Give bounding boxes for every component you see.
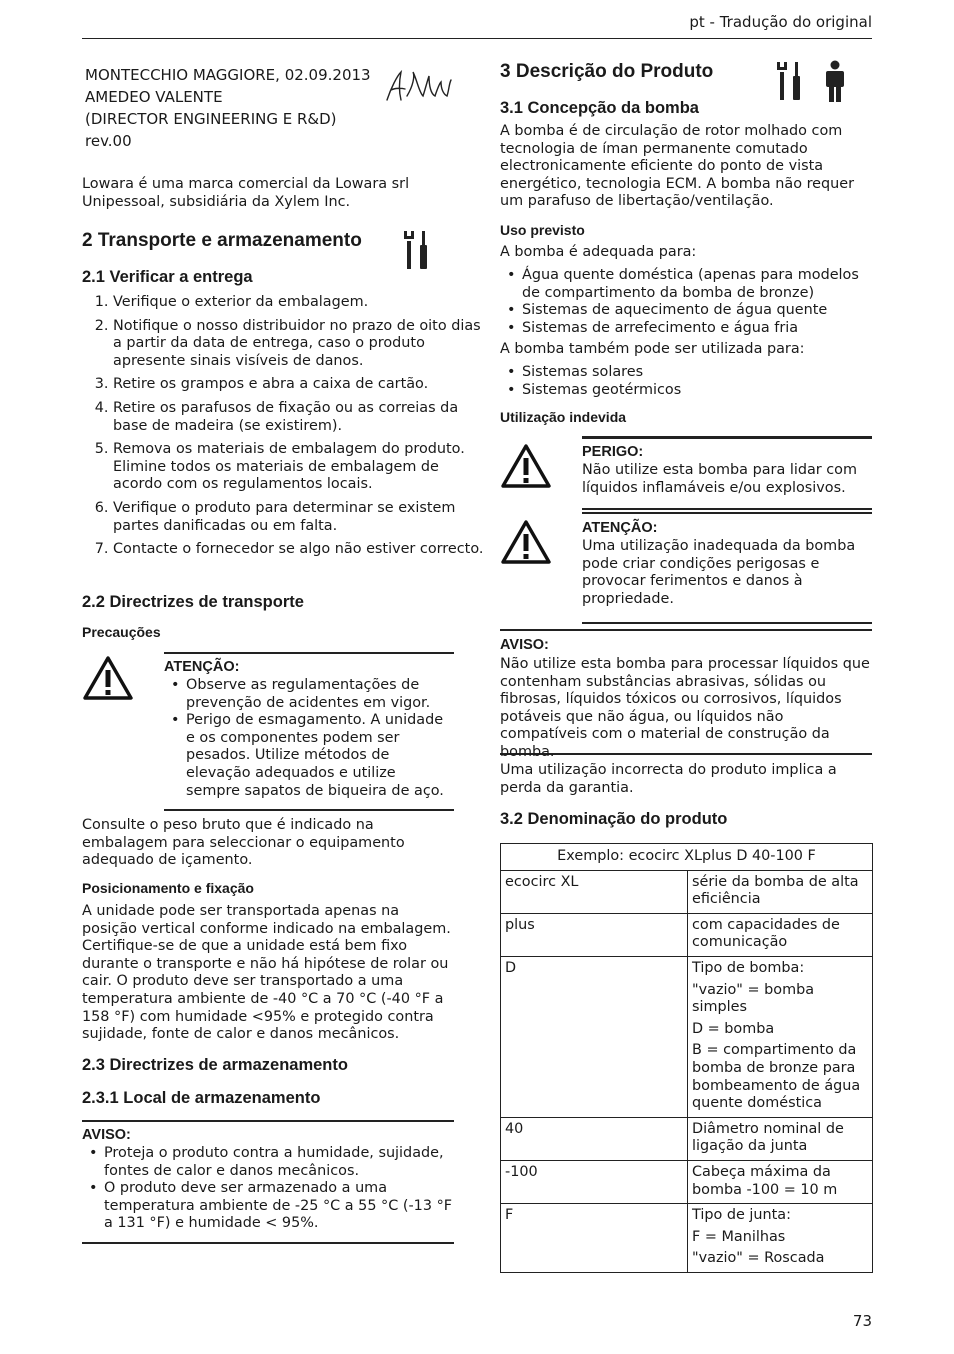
description-line: B = compartimento da bomba de bronze para bombeamento de água quente doméstica [692, 1042, 861, 1112]
code-cell: plus [501, 913, 688, 956]
section-3-1-title: 3.1 Concepção da bomba [500, 99, 699, 117]
precautions-heading: Precauções [82, 624, 161, 640]
transport-warning-box [164, 652, 454, 811]
list-item: • Perigo de esmagamento. A unidade e os componentes podem ser pesados. Utilize métodos de elevação adequados e utilize sempre sapatos de biqueira de aço. [186, 712, 454, 800]
list-item: 2. Notifique o nosso distribuidor no prazo de oito dias a partir da data de entrega, caso o produto apresente sinais visíveis de danos. [113, 318, 485, 371]
page-number: 73 [852, 1312, 872, 1330]
table-row [501, 870, 873, 913]
storage-notice-box [82, 1120, 454, 1244]
description-line: série da bomba de alta eficiência [692, 873, 859, 908]
section-2-2-title: 2.2 Directrizes de transporte [82, 593, 304, 611]
list-item: • Proteja o produto contra a humidade, sujidade, fontes de calor e danos mecânicos. [104, 1145, 454, 1180]
list-item: • Sistemas de aquecimento de água quente [522, 302, 872, 320]
list-item: 1. Verifique o exterior da embalagem. [113, 294, 485, 312]
code-cell: 40 [501, 1117, 688, 1160]
pump-design-text: A bomba é de circulação de rotor molhado com tecnologia de íman permanente comutado electronicamente eficiente do ponto de vista energético, tecnologia ECM. A bomba não requer um parafuso de libertação/ventilação. [500, 123, 855, 210]
intended-use-list [500, 267, 872, 337]
section-2-3-1-title: 2.3.1 Local de armazenamento [82, 1089, 321, 1107]
declaration-line: (DIRECTOR ENGINEERING E R&D) [85, 110, 337, 128]
list-item: • Água quente doméstica (apenas para modelos de compartimento da bomba de bronze) [522, 267, 872, 302]
description-line: Cabeça máxima da bomba -100 = 10 m [692, 1163, 838, 1198]
declaration-line: AMEDEO VALENTE [85, 88, 223, 106]
list-item: 4. Retire os parafusos de fixação ou as correias da base de madeira (se existirem). [113, 400, 485, 435]
list-item: • Sistemas de arrefecimento e água fria [522, 320, 872, 338]
table-row [501, 844, 873, 871]
danger-text: Não utilize esta bomba para lidar com líquidos inflamáveis e/ou explosivos. [582, 462, 858, 496]
code-cell: D [501, 956, 688, 1117]
list-item: 6. Verifique o produto para determinar se existem partes danificadas ou em falta. [113, 500, 485, 535]
misuse-notice-box [500, 629, 872, 760]
page-header [82, 12, 872, 39]
warning-triangle-icon [500, 519, 552, 565]
description-line: D = bomba [692, 1020, 775, 1037]
code-cell: F [501, 1204, 688, 1273]
description-cell [688, 913, 873, 956]
table-row [501, 1204, 873, 1273]
table-row [501, 956, 873, 1117]
tools-icon [402, 229, 432, 271]
code-cell: -100 [501, 1160, 688, 1203]
storage-notice-list [82, 1145, 454, 1233]
caution-label: ATENÇÃO: [582, 520, 658, 536]
warning-triangle-icon [500, 443, 552, 489]
list-item: 7. Contacte o fornecedor se algo não estiver correcto. [113, 541, 485, 559]
description-cell [688, 1117, 873, 1160]
delivery-steps-list [82, 294, 485, 565]
description-cell [688, 870, 873, 913]
danger-label: PERIGO: [582, 444, 644, 460]
header-title: pt - Tradução do original [689, 13, 872, 31]
declaration-line: rev.00 [85, 132, 132, 150]
declaration-block [85, 64, 385, 152]
section-2-title: 2 Transporte e armazenamento [82, 230, 362, 251]
warning-list [164, 677, 454, 800]
description-line: "vazio" = bomba simples [692, 981, 815, 1016]
trademark-note: Lowara é uma marca comercial da Lowara srl Unipessoal, subsidiária da Xylem Inc. [82, 176, 410, 210]
warning-label: ATENÇÃO: [164, 659, 240, 675]
positioning-heading: Posicionamento e fixação [82, 880, 254, 896]
section-2-1-title: 2.1 Verificar a entrega [82, 268, 253, 286]
product-designation-table [500, 843, 873, 1273]
notice-label: AVISO: [500, 637, 549, 653]
also-use-intro: A bomba também pode ser utilizada para: [500, 341, 805, 357]
signature-image [383, 66, 455, 106]
caution-box [582, 512, 872, 624]
person-icon [822, 60, 848, 104]
list-item: 3. Retire os grampos e abra a caixa de cartão. [113, 376, 485, 394]
description-cell [688, 956, 873, 1117]
list-item: • O produto deve ser armazenado a uma temperatura ambiente de -25 °C a 55 °C (-13 °F a 131 °F) e humidade < 95%. [104, 1180, 454, 1233]
section-3-2-title: 3.2 Denominação do produto [500, 810, 728, 828]
table-header-cell: Exemplo: ecocirc XLplus D 40-100 F [501, 844, 873, 871]
code-cell: ecocirc XL [501, 870, 688, 913]
list-item: 5. Remova os materiais de embalagem do produto. Elimine todos os materiais de embalagem de acordo com os regulamentos locais. [113, 441, 485, 494]
weight-note: Consulte o peso bruto que é indicado na embalagem para seleccionar o equipamento adequado de içamento. [82, 817, 405, 869]
notice-label: AVISO: [82, 1127, 131, 1143]
warranty-note: Uma utilização incorrecta do produto implica a perda da garantia. [500, 762, 837, 796]
declaration-line: MONTECCHIO MAGGIORE, 02.09.2013 [85, 66, 371, 84]
table-row [501, 1160, 873, 1203]
description-cell [688, 1160, 873, 1203]
table-row [501, 913, 873, 956]
intended-use-heading: Uso previsto [500, 222, 585, 238]
positioning-text: A unidade pode ser transportada apenas na posição vertical conforme indicado na embalagem. Certifique-se de que a unidade está bem fixo durante o transporte e não há hipótese de rolar ou cair. O produto deve ser transportado a uma temperatura ambiente de -40 °C a 70 °C (-40 °F a 158 °F) com humidade <95% e protegido contra sujidade, fonte de calor e danos mecânicos. [82, 903, 451, 1043]
description-line: Diâmetro nominal de ligação da junta [692, 1120, 844, 1155]
description-line: com capacidades de comunicação [692, 916, 840, 951]
section-3-title: 3 Descrição do Produto [500, 61, 714, 82]
misuse-notice-text: Não utilize esta bomba para processar líquidos que contenham substâncias abrasivas, sólidas ou fibrosas, líquidos tóxicos ou corrosivos, líquidos potáveis que não água, ou líquidos não compatíveis com o material de construção da bomba. [500, 656, 870, 760]
description-cell [688, 1204, 873, 1273]
misuse-heading: Utilização indevida [500, 409, 627, 425]
danger-box [582, 436, 872, 510]
caution-text: Uma utilização inadequada da bomba pode criar condições perigosas e provocar ferimentos e danos à propriedade. [582, 538, 856, 607]
description-line: "vazio" = Roscada [692, 1250, 825, 1267]
list-item: • Sistemas solares [522, 364, 872, 382]
intended-use-intro: A bomba é adequada para: [500, 244, 697, 260]
list-item: • Observe as regulamentações de prevenção de acidentes em vigor. [186, 677, 454, 712]
description-line: F = Manilhas [692, 1228, 786, 1245]
warning-triangle-icon [82, 655, 134, 701]
table-row [501, 1117, 873, 1160]
description-line: Tipo de bomba: [692, 959, 805, 976]
also-use-list [500, 364, 872, 399]
section-2-3-title: 2.3 Directrizes de armazenamento [82, 1056, 348, 1074]
description-line: Tipo de junta: [692, 1207, 791, 1224]
tools-icon [775, 60, 805, 102]
list-item: • Sistemas geotérmicos [522, 382, 872, 400]
